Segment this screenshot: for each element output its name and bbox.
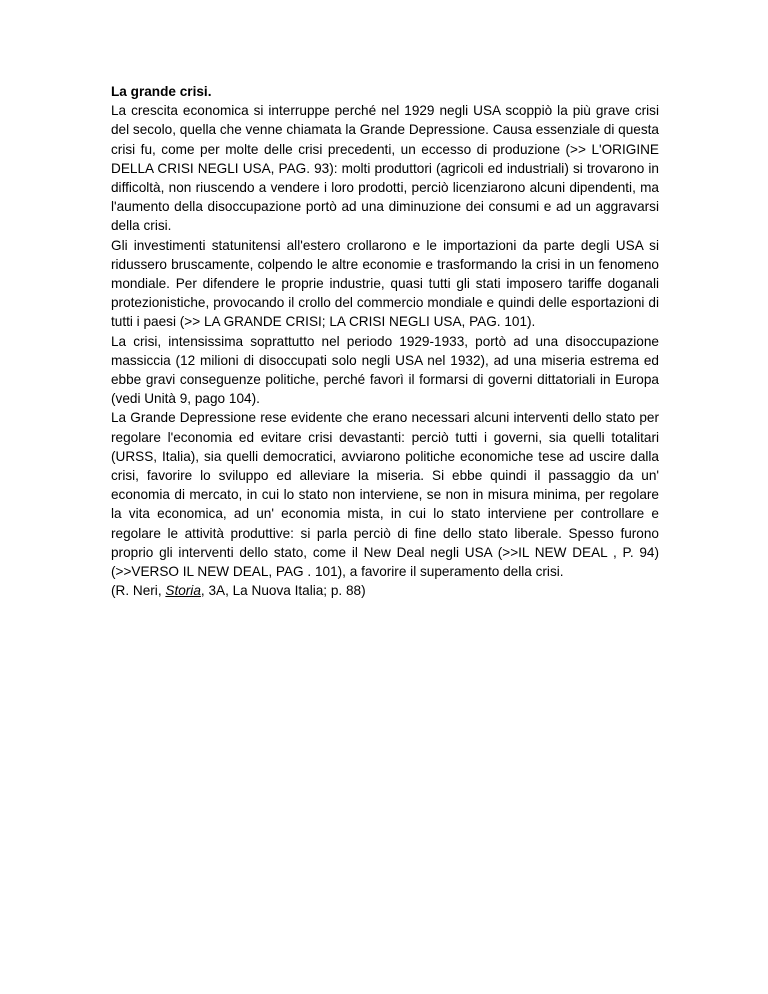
paragraph-3: La crisi, intensissima soprattutto nel periodo 1929-1933, portò ad una disoccupazione massiccia (12 milioni di disoccupati solo negli USA nel 1932), ad una miseria estrema ed ebbe gravi conseguenze politiche, perché favorì il formarsi di governi dittatoriali in Europa (vedi Unità 9, pago 104). xyxy=(111,333,659,407)
paragraph-1: La crescita economica si interruppe perché nel 1929 negli USA scoppiò la più grave crisi del secolo, quella che venne chiamata la Grande Depressione. Causa essenziale di questa crisi fu, come per molte delle crisi precedenti, un eccesso di produzione (>> L'ORIGINE DELLA CRISI NEGLI USA, PAG. 93): molti produttori (agricoli ed industriali) si trovarono in difficoltà, non riuscendo a vendere i loro prodotti, perciò licenziarono alcuni dipendenti, ma l'aumento della disoccupazione portò ad una diminuzione dei consumi e ad un aggravarsi della crisi. xyxy=(111,103,659,234)
document-page xyxy=(111,82,659,600)
document-title: La grande crisi. xyxy=(111,84,212,99)
paragraph-4: La Grande Depressione rese evidente che erano necessari alcuni interventi dello stato per regolare l'economia ed evitare crisi devastanti: perciò tutti i governi, sia quelli totalitari (URSS, Italia), sia quelli democratici, avviarono politiche economiche tese ad uscire dalla crisi, favorire lo sviluppo ed alleviare la miseria. Si ebbe quindi il passaggio da un' economia di mercato, in cui lo stato non interviene, se non in misura minima, per regolare la vita economica, ad un' economia mista, in cui lo stato interviene per controllare e regolare le attività produttive: si parla perciò di fine dello stato liberale. Spesso furono proprio gli interventi dello stato, come il New Deal negli USA (>>IL NEW DEAL , P. 94) (>>VERSO IL NEW DEAL, PAG . 101), a favorire il superamento della crisi. xyxy=(111,410,659,580)
citation-book-title: Storia xyxy=(165,583,201,599)
paragraph-2: Gli investimenti statunitensi all'estero crollarono e le importazioni da parte degli USA si ridussero bruscamente, colpendo le altre economie e trasformando la crisi in un fenomeno mondiale. Per difendere le proprie industrie, quasi tutti gli stati imposero tariffe doganali protezionistiche, provocando il crollo del commercio mondiale e quindi delle esportazioni di tutti i paesi (>> LA GRANDE CRISI; LA CRISI NEGLI USA, PAG. 101). xyxy=(111,237,659,330)
source-citation xyxy=(111,581,659,600)
citation-suffix: , 3A, La Nuova Italia; p. 88) xyxy=(200,583,366,599)
citation-prefix: (R. Neri, xyxy=(111,583,166,599)
